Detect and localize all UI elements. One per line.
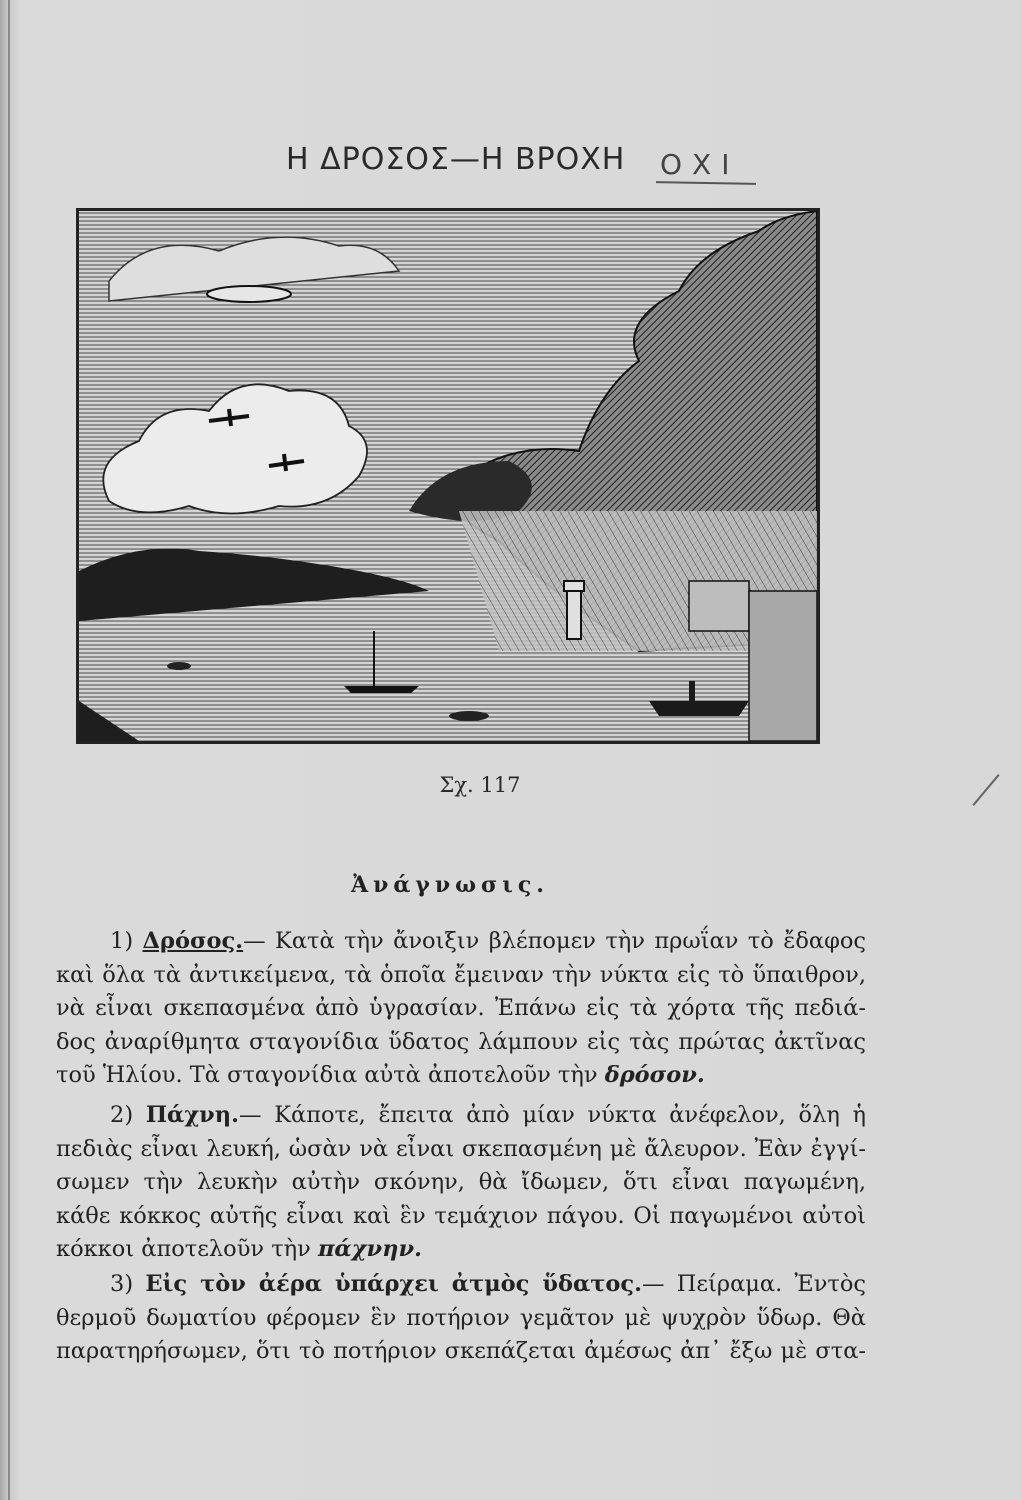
pencil-mark — [972, 774, 999, 806]
illustration-figure — [76, 208, 820, 744]
paragraph-2-line-3: σωμεν τὴν λευκὴν αὐτὴν σκόνην, θὰ ἴδωμεν, ὅτι εἶναι παγωμένη, — [56, 1169, 866, 1196]
figure-caption: Σχ. 117 — [439, 773, 521, 797]
page-header: Η ΔΡΟΣΟΣ—Η ΒΡΟΧΗ — [286, 142, 626, 177]
paragraph-2-line-4: κάθε κόκκος αὐτῆς εἶναι καὶ ἓν τεμάχιον πάγου. Οἱ παγωμένοι αὐτοὶ — [56, 1202, 866, 1229]
term-pachni: Πάχνη. — [145, 1102, 239, 1128]
paragraph-2-line-2: πεδιὰς εἶναι λευκή, ὡσὰν νὰ εἶναι σκεπασμένη μὲ ἄλευρον. Ἐὰν ἐγγί- — [56, 1135, 866, 1162]
paragraph-1-line-5: τοῦ Ἡλίου. Τὰ σταγονίδια αὐτὰ ἀποτελοῦν τὴν δρόσον. — [56, 1062, 705, 1089]
paragraph-1 — [56, 925, 866, 1093]
term-drosos: Δρόσος. — [142, 928, 244, 954]
paragraph-2-line-1: 2) Πάχνη.— Κάποτε, ἔπειτα ἀπὸ μίαν νύκτα ἀνέφελον, ὅλη ἡ — [110, 1102, 867, 1128]
section-title: Ἀνάγνωσις. — [351, 872, 549, 898]
page-spine-shadow — [8, 0, 10, 1500]
handwritten-note: ΟΧΙ — [660, 148, 740, 181]
paragraph-3-line-2: θερμοῦ δωματίου φέρομεν ἓν ποτήριον γεμᾶτον μὲ ψυχρὸν ὕδωρ. Θὰ — [56, 1304, 866, 1331]
paragraph-1-line-2: καὶ ὅλα τὰ ἀντικείμενα, τὰ ὁποῖα ἔμειναν τὴν νύκτα εἰς τὸ ὕπαιθρον, — [56, 961, 866, 988]
term-atmos-ydatos: Εἰς τὸν ἀέρα ὑπάρχει ἀτμὸς ὕδατος. — [145, 1271, 642, 1297]
paragraph-1-line-4: δος ἀναρίθμητα σταγονίδια ὕδατος λάμπουν εἰς τὰς πρώτας ἀκτῖνας — [56, 1028, 866, 1055]
paragraph-1-line-1: 1) Δρόσος.— Κατὰ τὴν ἄνοιξιν βλέπομεν τὴν πρωΐαν τὸ ἔδαφος — [110, 928, 866, 954]
paragraph-2 — [56, 1099, 866, 1267]
paragraph-3-line-3: παρατηρήσωμεν, ὅτι τὸ ποτήριον σκεπάζεται ἀμέσως ἀπ᾿ ἔξω μὲ στα- — [56, 1338, 866, 1365]
emphasis-droson: δρόσον. — [604, 1062, 705, 1089]
handwritten-underline — [656, 181, 756, 185]
storm-harbor-illustration — [79, 211, 817, 741]
paragraph-3 — [56, 1268, 866, 1369]
paragraph-3-line-1: 3) Εἰς τὸν ἀέρα ὑπάρχει ἀτμὸς ὕδατος.— Πείραμα. Ἐντὸς — [110, 1271, 867, 1297]
paragraph-1-line-3: νὰ εἶναι σκεπασμένα ἀπὸ ὑγρασίαν. Ἐπάνω εἰς τὰ χόρτα τῆς πεδιά- — [56, 995, 866, 1022]
paragraph-2-line-5: κόκκοι ἀποτελοῦν τὴν πάχνην. — [56, 1236, 422, 1263]
emphasis-pachnin: πάχνην. — [317, 1236, 422, 1263]
